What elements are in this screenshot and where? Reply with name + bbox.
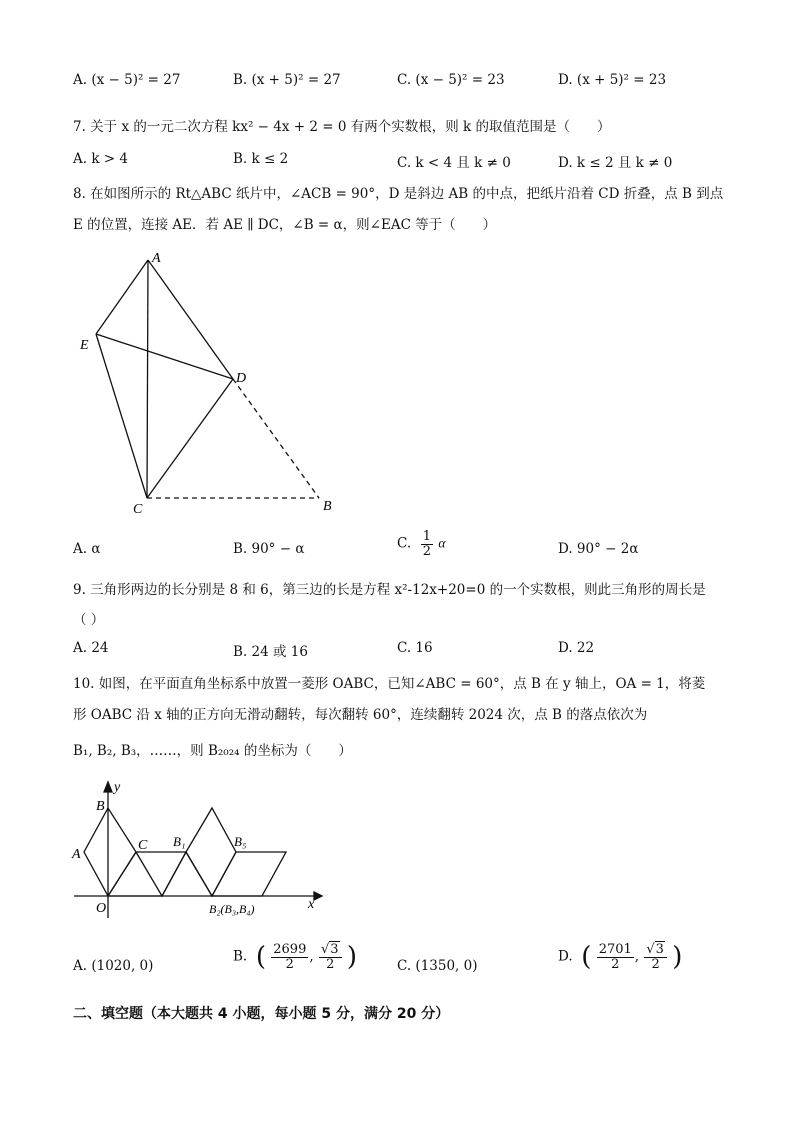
label-B1: B₁ (173, 834, 186, 849)
label-C: C (133, 502, 143, 517)
q10-option-d-frac2 (644, 943, 667, 971)
q10-figure (66, 778, 326, 923)
label-E: E (80, 338, 89, 353)
q10-option-d-num2: √3 (644, 943, 667, 958)
q9-stem-line2: （ ） (73, 612, 105, 628)
seg-ED (96, 334, 233, 379)
q10-option-b-frac2 (319, 943, 342, 971)
q8-figure (70, 245, 350, 520)
q9-option-b: B. 24 或 16 (233, 644, 308, 660)
q9-option-a: A. 24 (73, 640, 109, 656)
q10-option-d: D. ( $\frac{2701}{2}$ , $\frac{√3}{2}$ ) (558, 941, 683, 972)
q8-stem-line1: 8. 在如图所示的 Rt△ABC 纸片中，∠ACB = 90°，D 是斜边 AB 的中点，把纸片沿着 CD 折叠，点 B 到点 (73, 186, 724, 202)
q10-option-b-num2: √3 (319, 943, 342, 958)
label-C: C (138, 838, 148, 853)
label-B2: B₂(B₃,B₄) (209, 902, 255, 916)
q10-option-d-frac1 (597, 943, 634, 971)
q9-option-c: C. 16 (397, 640, 433, 656)
q8-option-c-prefix: C. (397, 535, 412, 552)
q8-option-c-den: 2 (422, 543, 432, 559)
q9-option-d: D. 22 (558, 640, 595, 656)
q10-option-b-den2: 2 (326, 956, 335, 972)
q6-option-d: D. (x + 5)² = 23 (558, 72, 667, 88)
q8-option-c-num: 1 (422, 529, 432, 544)
seg-AE (96, 260, 148, 334)
q10-option-d-prefix: D. (558, 948, 573, 965)
seg-DC (147, 379, 233, 498)
q6-option-a: A. (x − 5)² = 27 (73, 72, 181, 88)
q10-option-b-frac1 (271, 943, 308, 971)
label-D: D (236, 371, 247, 386)
seg-EC (96, 334, 147, 498)
q6-option-c: C. (x − 5)² = 23 (397, 72, 505, 88)
label-x: x (308, 897, 315, 912)
q9-stem: 9. 三角形两边的长分别是 8 和 6，第三边的长是方程 x²-12x+20=0 的一个实数根，则此三角形的周长是 (73, 582, 706, 598)
q8-option-c-fraction (421, 530, 433, 558)
q6-option-b: B. (x + 5)² = 27 (233, 72, 341, 88)
label-y: y (114, 780, 121, 795)
label-A: A (72, 847, 81, 862)
seg-DB-dashed (233, 379, 319, 498)
q10-stem-line1: 10. 如图，在平面直角坐标系中放置一菱形 OABC，已知∠ABC = 60°，点 B 在 y 轴上，OA = 1，将菱 (73, 676, 706, 692)
q8-option-b: B. 90° − α (233, 541, 305, 557)
q10-option-b-prefix: B. (233, 948, 248, 965)
q8-option-a: A. α (73, 541, 101, 557)
seg-AC (147, 260, 148, 498)
q10-option-d-den1: 2 (611, 956, 620, 972)
label-B: B (96, 799, 105, 814)
rolled-rhombus-4 (212, 852, 286, 896)
q8-stem-line2: E 的位置，连接 AE．若 AE ∥ DC，∠B = α，则∠EAC 等于（ ） (73, 217, 497, 233)
label-B5: B₅ (234, 834, 247, 849)
q10-option-c: C. (1350, 0) (397, 958, 478, 974)
label-A: A (152, 251, 161, 266)
q10-stem-line2: 形 OABC 沿 x 轴的正方向无滑动翻转，每次翻转 60°，连续翻转 2024 次，点 B 的落点依次为 (73, 707, 648, 723)
q10-option-b-num1: 2699 (273, 941, 307, 957)
q7-stem: 7. 关于 x 的一元二次方程 kx² − 4x + 2 = 0 有两个实数根，则 k 的取值范围是（ ） (73, 119, 611, 135)
q7-option-c: C. k < 4 且 k ≠ 0 (397, 155, 511, 171)
q10-option-b: B. ( $\frac{2699}{2}$ , $\frac{√3}{2}$ ) (233, 941, 357, 972)
seg-AD (148, 260, 233, 379)
label-B: B (323, 499, 332, 514)
label-O: O (96, 901, 107, 916)
q10-option-a: A. (1020, 0) (73, 958, 154, 974)
rhombus-OABC (84, 808, 136, 896)
q8-option-c (397, 530, 445, 558)
q7-option-b: B. k ≤ 2 (233, 151, 289, 167)
q7-option-d: D. k ≤ 2 且 k ≠ 0 (558, 155, 673, 171)
x-axis-arrow (314, 892, 322, 900)
rolled-rhombus-3 (186, 808, 236, 896)
q10-option-d-num1: 2701 (598, 941, 632, 957)
q10-option-d-den2: 2 (651, 956, 660, 972)
q7-option-a: A. k > 4 (73, 151, 128, 167)
q10-option-b-den1: 2 (285, 956, 294, 972)
section-2-heading: 二、填空题（本大题共 4 小题，每小题 5 分，满分 20 分） (73, 1006, 450, 1022)
q8-option-c-suffix: α (438, 535, 446, 551)
y-axis-arrow (104, 782, 112, 792)
rolled-rhombus-2 (136, 852, 212, 896)
q8-option-d: D. 90° − 2α (558, 541, 639, 557)
q10-stem-line3: B₁, B₂, B₃，……，则 B₂₀₂₄ 的坐标为（ ） (73, 743, 352, 759)
